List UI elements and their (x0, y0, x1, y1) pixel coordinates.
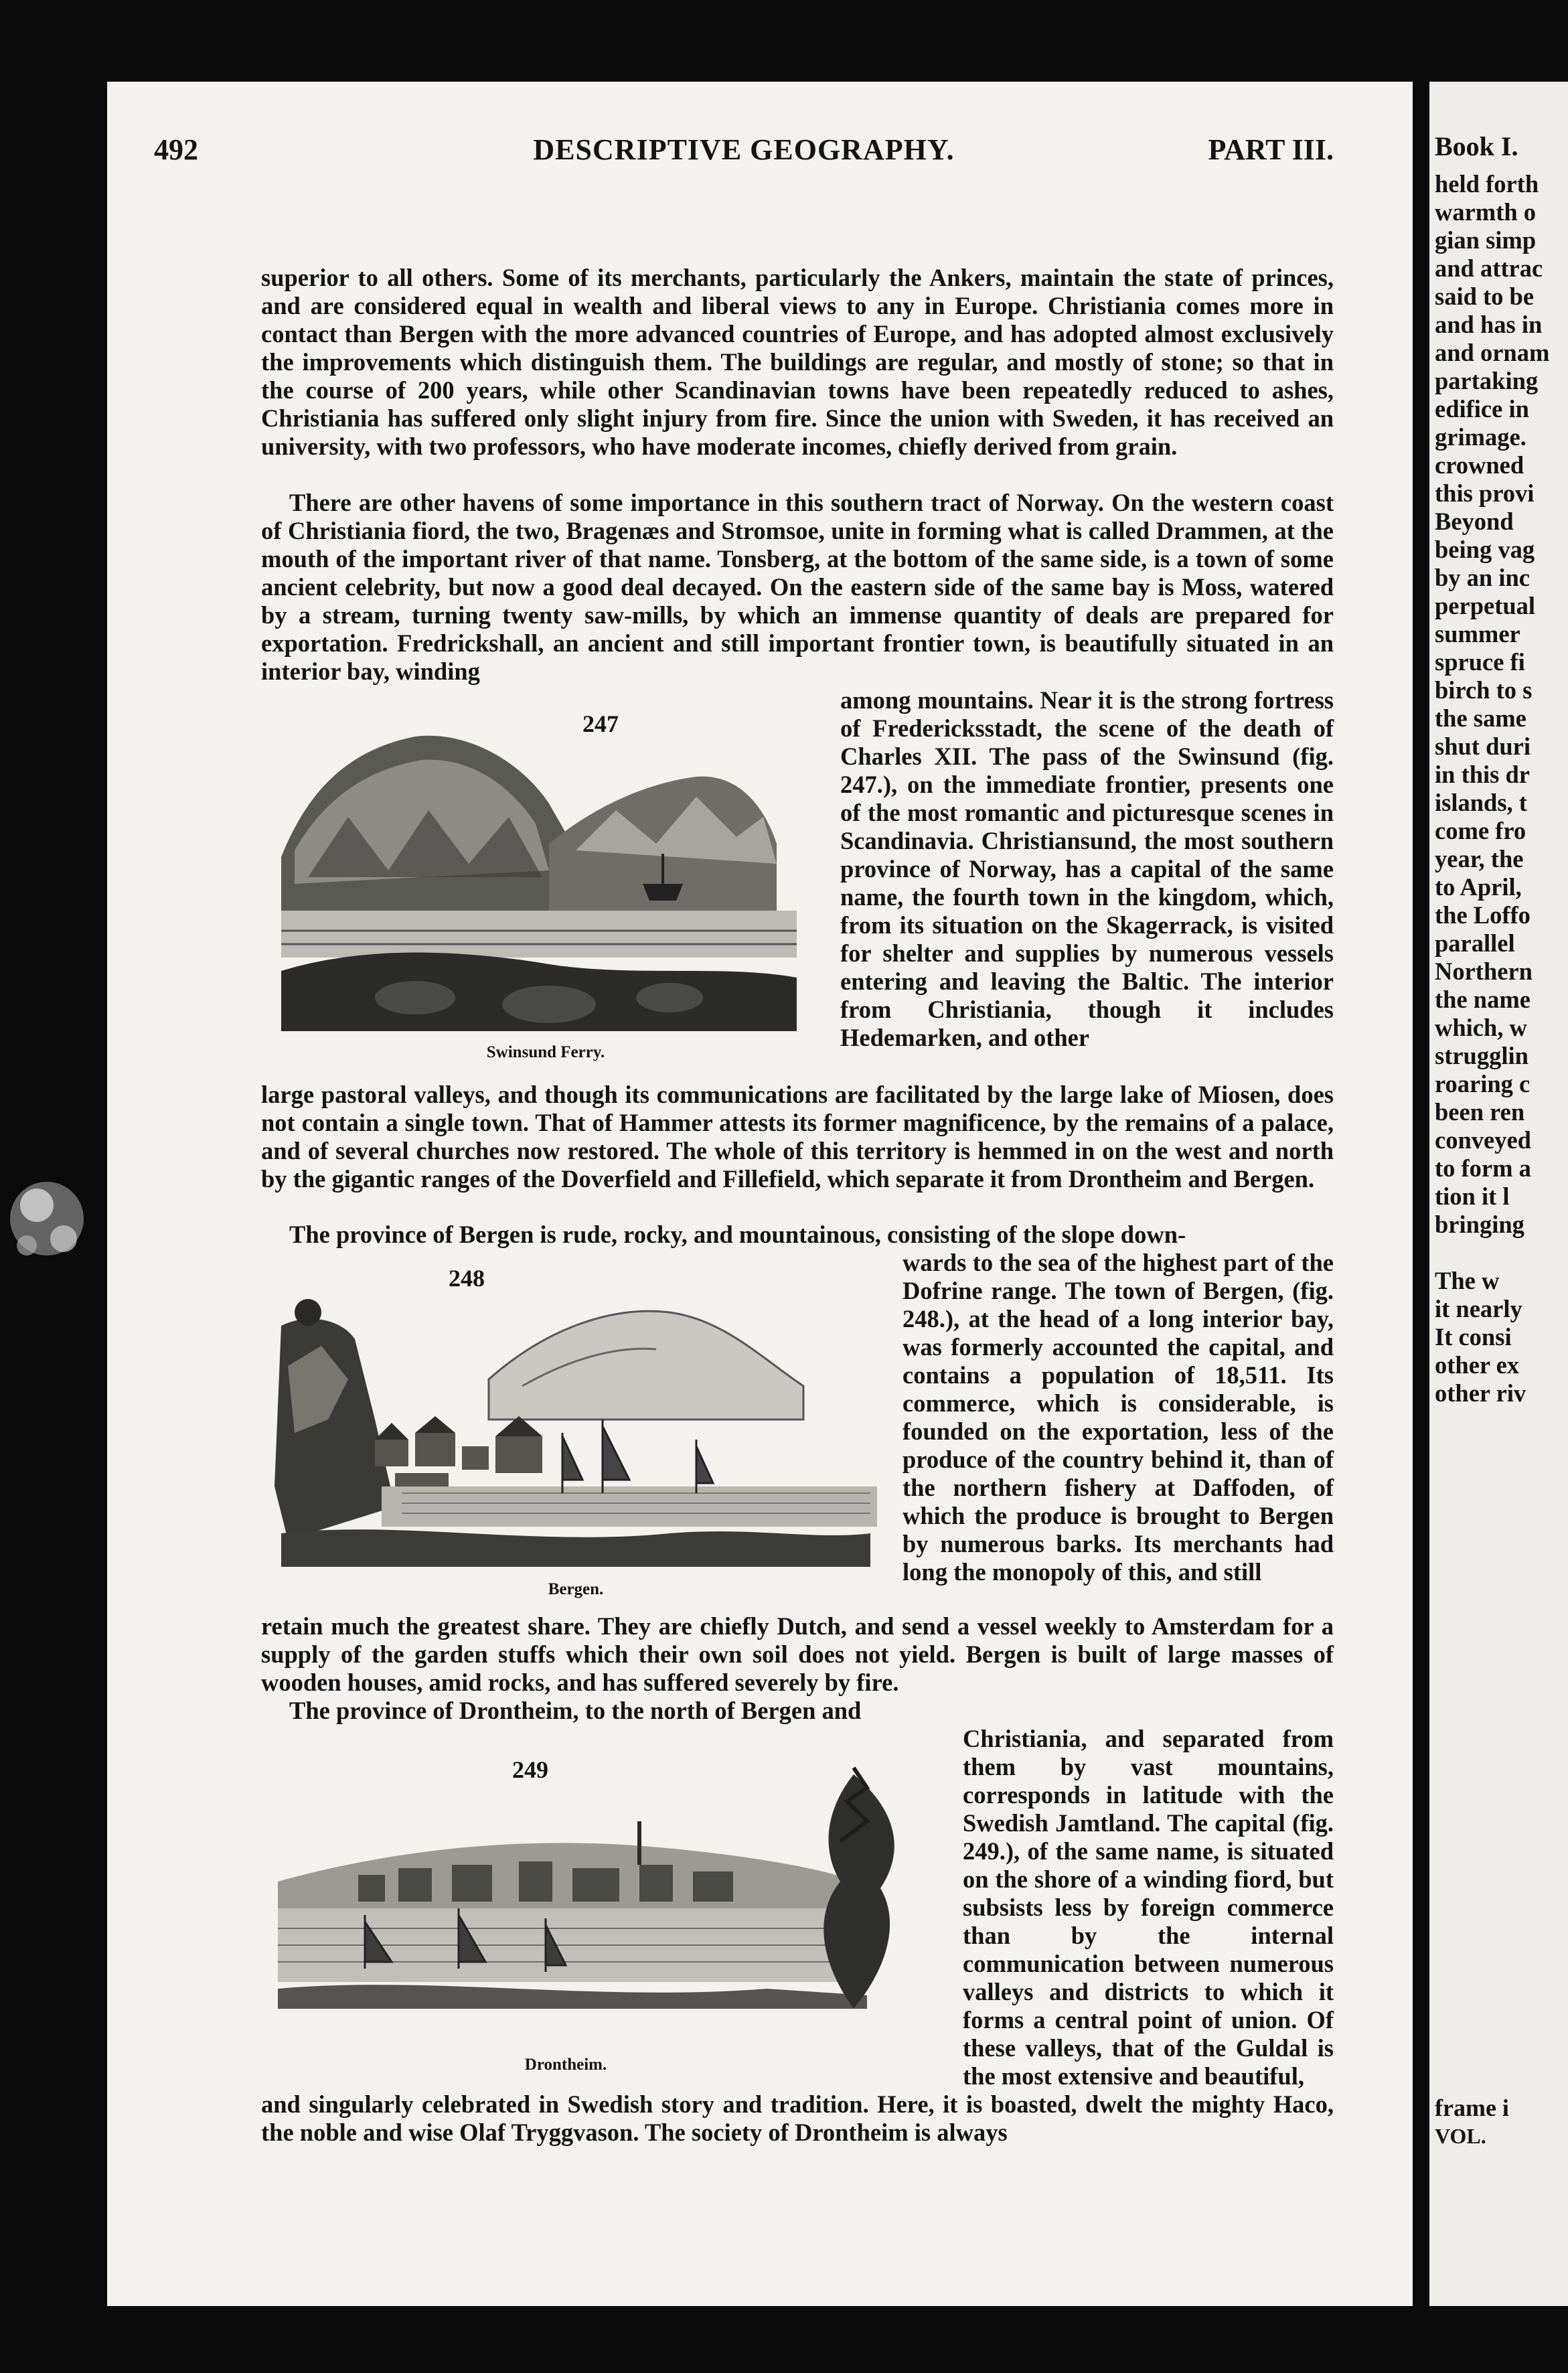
adjacent-page-line: roaring c (1435, 1070, 1531, 1097)
adjacent-page-line: conveyed (1435, 1126, 1531, 1154)
adjacent-page-line: which, w (1435, 1014, 1527, 1041)
adjacent-page-line: warmth o (1435, 198, 1537, 226)
adjacent-page-line: strugglin (1435, 1042, 1528, 1069)
paragraph-southern-havens: There are other havens of some importance in this southern tract of Norway. On the western coast of Christiania fiord, the two, Bragenæs and Stromsoe, unite in forming what is called Drammen, at the mouth of the important river of that name. Tonsberg, at the bottom of the same side, is a town of some ancient celebrity, but now a good deal decayed. On the eastern side of the same bay is Moss, watered by a stream, turning twenty saw-mills, by which an immense quantity of deals are prepared for exportation. Fredrickshall, an ancient and still important frontier town, is beautifully situated in an interior bay, winding (261, 489, 1334, 685)
adjacent-page-column (1435, 133, 1568, 1407)
adjacent-page-line: It consi (1435, 1323, 1512, 1351)
adjacent-page-line: the name (1435, 986, 1531, 1013)
adjacent-page-line: being vag (1435, 536, 1535, 563)
adjacent-page-line: the same (1435, 704, 1526, 732)
adjacent-footer-line: frame i (1435, 2094, 1509, 2121)
adjacent-page-line: spruce fi (1435, 648, 1525, 676)
swinsund-ferry-engraving (268, 710, 817, 1051)
adjacent-page-line: grimage. (1435, 423, 1526, 451)
paragraph-bergen-intro: The province of Bergen is rude, rocky, and mountainous, consisting of the slope down- (289, 1221, 1186, 1248)
paragraph-bergen-trade: retain much the greatest share. They are chiefly Dutch, and send a vessel weekly to Amsterdam for a supply of the garden stuffs which their own soil does not yield. Bergen is built of large masses of wooden houses, amid rocks, and has suffered severely by fire. (261, 1612, 1334, 1696)
adjacent-page-line: parallel (1435, 929, 1515, 957)
adjacent-page-line: to form a (1435, 1154, 1531, 1182)
adjacent-page-line: and has in (1435, 311, 1543, 338)
adjacent-page-line: islands, t (1435, 789, 1527, 816)
adjacent-page-line: been ren (1435, 1098, 1525, 1126)
figure-number: 247 (582, 710, 619, 737)
adjacent-page-line: and ornam (1435, 339, 1550, 366)
adjacent-page-line: the Loffo (1435, 901, 1531, 929)
paragraph-interior-valleys: large pastoral valleys, and though its communications are facilitated by the large lake of Miosen, does not contain a single town. That of Hammer attests its former magnificence, by the remains of a palace, and of several churches now restored. The whole of this territory is hemmed in on the west and north by the gigantic ranges of the Doverfield and Fillefield, which separate it from Drontheim and Bergen. (261, 1081, 1334, 1193)
adjacent-page-line: edifice in (1435, 395, 1529, 423)
adjacent-page-line: tion it l (1435, 1182, 1510, 1210)
adjacent-page-line: The w (1435, 1267, 1500, 1294)
adjacent-page-line: gian simp (1435, 226, 1537, 254)
drontheim-engraving (264, 1748, 961, 2056)
figure-caption: Drontheim. (524, 2056, 607, 2074)
adjacent-page-line (1435, 1239, 1568, 1267)
adjacent-page-line: held forth (1435, 170, 1539, 198)
adjacent-page-line: birch to s (1435, 676, 1533, 704)
adjacent-page-lines (1435, 170, 1568, 1407)
adjacent-page-line: Beyond (1435, 508, 1514, 535)
figure-number: 249 (512, 1756, 548, 1783)
adjacent-page-line: year, the (1435, 845, 1524, 872)
figure-number: 248 (449, 1265, 485, 1292)
paragraph-beside-fig249: Christiania, and separated from them by vast mountains, corresponds in latitude with the Swedish Jamtland. The capital (fig. 249.), of the same name, is situated on the shore of a winding fiord, but subsists less by foreign commerce than by the internal communication between numerous valleys and districts to which it forms a central point of union. Of these valleys, that of the Guldal is the most extensive and beautiful, (963, 1725, 1334, 2090)
adjacent-page-line: other riv (1435, 1379, 1526, 1407)
adjacent-page-line: and attrac (1435, 254, 1543, 282)
paragraph-drontheim-intro: The province of Drontheim, to the north of Bergen and (289, 1697, 862, 1724)
adjacent-page-line: partaking (1435, 367, 1539, 394)
adjacent-page-header: Book I. (1435, 131, 1518, 161)
figure-249 (264, 1748, 961, 2082)
part-label: PART III. (1208, 133, 1334, 166)
figure-248 (268, 1259, 884, 1607)
adjacent-page-line: this provi (1435, 479, 1535, 507)
adjacent-page-line: in this dr (1435, 761, 1530, 788)
figure-caption: Swinsund Ferry. (486, 1043, 605, 1061)
adjacent-volume-label: VOL. (1435, 2124, 1486, 2148)
adjacent-page-line: shut duri (1435, 733, 1531, 760)
adjacent-page-line: said to be (1435, 283, 1535, 310)
scanner-smudge-mark (0, 1158, 100, 1286)
figure-caption: Bergen. (548, 1580, 604, 1598)
adjacent-page-line: by an inc (1435, 564, 1530, 591)
adjacent-page-line: bringing (1435, 1211, 1524, 1238)
adjacent-page-line: it nearly (1435, 1295, 1522, 1322)
adjacent-page-line: perpetual (1435, 592, 1536, 619)
adjacent-page-text (1429, 82, 1568, 2306)
bergen-engraving (268, 1286, 884, 1574)
adjacent-page-line: summer (1435, 620, 1520, 647)
page-header (154, 133, 1334, 173)
adjacent-page-line: other ex (1435, 1351, 1520, 1379)
adjacent-page-line: Northern (1435, 958, 1533, 985)
running-title: DESCRIPTIVE GEOGRAPHY. (533, 133, 955, 166)
page-number: 492 (154, 133, 198, 166)
paragraph-beside-fig248: wards to the sea of the highest part of the Dofrine range. The town of Bergen, (fig. 248.), at the head of a long interior bay, was formerly accounted the capital, and contains a population of 18,511. Its commerce, which is considerable, is founded on the exportation, less of the produce of the country behind it, than of the northern fishery at Daffoden, of which the produce is brought to Bergen by numerous barks. Its merchants had long the monopoly of this, and still (903, 1249, 1334, 1586)
figure-247 (261, 696, 830, 1071)
adjacent-page-line: come fro (1435, 817, 1526, 844)
paragraph-beside-fig247: among mountains. Near it is the strong fortress of Fredericksstadt, the scene of the death of Charles XII. The pass of the Swinsund (fig. 247.), on the immediate frontier, presents one of the most romantic and picturesque scenes in Scandinavia. Christiansund, the most southern province of Norway, has a capital of the same name, the fourth town in the kingdom, which, from its situation on the Skagerrack, is visited for shelter and supplies by numerous vessels entering and leaving the Baltic. The interior from Christiania, though it includes Hedemarken, and other (840, 686, 1334, 1051)
paragraph-drontheim-society: and singularly celebrated in Swedish story and tradition. Here, it is boasted, dwelt the mighty Haco, the noble and wise Olaf Tryggvason. The society of Drontheim is always (261, 2090, 1334, 2146)
adjacent-page-line: crowned (1435, 451, 1524, 479)
adjacent-page-line: to April, (1435, 873, 1522, 901)
paragraph-christiania: superior to all others. Some of its merchants, particularly the Ankers, maintain the state of princes, and are considered equal in wealth and liberal views to any in Europe. Christiania comes more in contact than Bergen with the more advanced countries of Europe, and has adopted almost exclusively the improvements which distinguish them. The buildings are regular, and mostly of stone; so that in the course of 200 years, while other Scandinavian towns have been repeatedly reduced to ashes, Christiania has suffered only slight injury from fire. Since the union with Sweden, it has received an university, with two professors, who have moderate incomes, chiefly derived from grain. (261, 264, 1334, 460)
